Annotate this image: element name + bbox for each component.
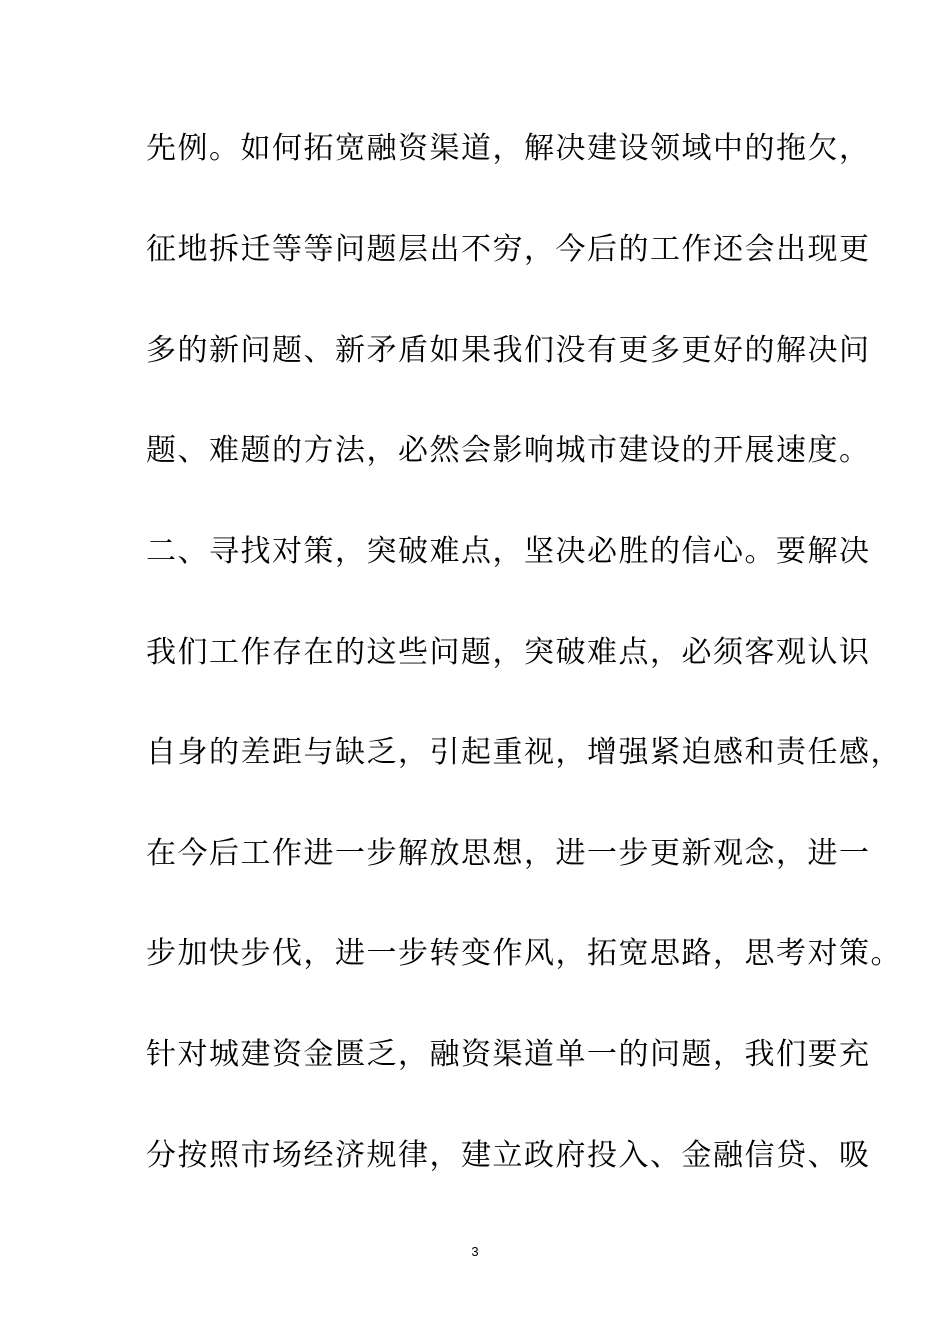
body-text-line: 我们工作存在的这些问题，突破难点，必须客观认识 [146,635,871,670]
page-number: 3 [471,1244,479,1259]
body-text-line: 针对城建资金匮乏，融资渠道单一的问题，我们要充 [146,1037,871,1072]
body-text-line: 征地拆迁等等问题层出不穷，今后的工作还会出现更 [146,232,871,267]
body-text-line: 先例。如何拓宽融资渠道，解决建设领域中的拖欠， [146,131,871,166]
body-text-line: 题、难题的方法，必然会影响城市建设的开展速度。 [146,433,871,468]
body-text-line: 步加快步伐，进一步转变作风，拓宽思路，思考对策。 [146,936,902,971]
body-text-line: 自身的差距与缺乏，引起重视，增强紧迫感和责任感， [146,735,902,770]
body-text-line: 多的新问题、新矛盾如果我们没有更多更好的解决问 [146,333,871,368]
section-heading-line: 二、寻找对策，突破难点，坚决必胜的信心。要解决 [146,534,871,569]
body-text-line: 在今后工作进一步解放思想，进一步更新观念，进一 [146,836,871,871]
body-text-line: 分按照市场经济规律，建立政府投入、金融信贷、吸 [146,1138,871,1173]
